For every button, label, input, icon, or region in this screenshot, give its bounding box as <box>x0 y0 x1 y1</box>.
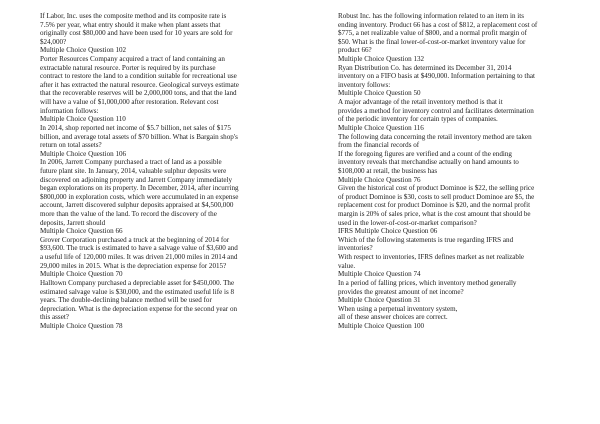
text-line: Multiple Choice Question 78 <box>40 321 123 330</box>
text-line: depreciation. What is the depreciation expense for the second year on <box>40 304 238 313</box>
text-line: inventory reveals that merchandise actually on hand amounts to <box>338 158 519 167</box>
text-line: Multiple Choice Question 110 <box>40 115 126 124</box>
text-line: ending inventory. Product 66 has a cost of $812, a replacement cost of <box>338 20 538 29</box>
text-line: Multiple Choice Question 31 <box>338 296 421 305</box>
text-line: 7.5% per year, what entry should it make when plant assets that <box>40 20 221 29</box>
text-line: The following data concerning the retail inventory method are taken <box>338 132 532 141</box>
text-line: $24,000? <box>40 37 67 46</box>
text-line: that the recoverable reserves will be 2,000,000 tons, and that the land <box>40 89 237 98</box>
text-line: Multiple Choice Question 50 <box>338 89 421 98</box>
text-line: more than the value of the land. To record the discovery of the <box>40 210 217 219</box>
text-line: provides the greatest amount of net income? <box>338 287 464 296</box>
text-line: $775, a net realizable value of $800, and a normal profit margin of <box>338 29 527 38</box>
text-line: Porter Resources Company acquired a tract of land containing an <box>40 55 225 64</box>
text-line: inventory follows: <box>338 80 391 89</box>
text-line: In a period of falling prices, which inventory method generally <box>338 278 517 287</box>
text-line: of the periodic inventory for certain types of companies. <box>338 115 498 124</box>
text-line: Multiple Choice Question 66 <box>40 227 123 236</box>
text-line: years. The double-declining balance method will be used for <box>40 296 212 305</box>
text-line: discovered on adjoining property and Jarrett Company immediately <box>40 175 233 184</box>
text-line: Multiple Choice Question 70 <box>40 270 123 279</box>
text-line: $93,600. The truck is estimated to have a salvage value of $3,600 and <box>40 244 238 253</box>
text-line: A major advantage of the retail inventory method is that it <box>338 98 503 107</box>
text-line: inventories? <box>338 244 373 253</box>
text-line: In 2006, Jarrett Company purchased a tract of land as a possible <box>40 158 222 167</box>
text-line: $108,000 at retail, the business has <box>338 166 438 175</box>
text-line: If Labor, Inc. uses the composite method and its composite rate is <box>40 12 227 20</box>
text-line: Multiple Choice Question 74 <box>338 270 421 279</box>
text-line: information follows: <box>40 106 99 115</box>
text-line: this asset? <box>40 313 69 322</box>
left-text-column <box>40 12 300 331</box>
text-line: product 66? <box>338 46 372 55</box>
text-line: estimated salvage value is $30,000, and the estimated useful life is 8 <box>40 287 235 296</box>
text-line: value. <box>338 261 356 270</box>
text-line: Robust Inc. has the following information related to an item in its <box>338 12 524 20</box>
text-line: Which of the following statements is true regarding IFRS and <box>338 235 514 244</box>
text-line: replacement cost for product Dominoe is $20, and the normal profit <box>338 201 531 210</box>
text-line: of product Dominoe is $30, costs to sell product Dominoe are $5, the <box>338 192 535 201</box>
text-line: a useful life of 120,000 miles. It was driven 21,000 miles in 2014 and <box>40 253 238 262</box>
text-line: Grover Corporation purchased a truck at the beginning of 2014 for <box>40 235 230 244</box>
text-line: Multiple Choice Question 132 <box>338 55 425 64</box>
text-line: extractable natural resource. Porter is required by its purchase <box>40 63 216 72</box>
text-line: originally cost $80,000 and have been used for 10 years are sold for <box>40 29 233 38</box>
text-line: In 2014, shop reported net income of $5.7 billion, net sales of $175 <box>40 123 231 132</box>
text-line: When using a perpetual inventory system, <box>338 304 458 313</box>
text-line: If the foregoing figures are verified and a count of the ending <box>338 149 512 158</box>
text-line: account, Jarrett discovered sulphur deposits appraised at $4,500,000 <box>40 201 234 210</box>
text-line: 29,000 miles in 2015. What is the depreciation expense for 2015? <box>40 261 227 270</box>
text-line: provides a method for inventory control and facilitates determination <box>338 106 534 115</box>
text-line: Multiple Choice Question 102 <box>40 46 127 55</box>
text-line: began explorations on its property. In December, 2014, after incurring <box>40 184 239 193</box>
text-line: future plant site. In January, 2014, valuable sulphur deposits were <box>40 166 227 175</box>
text-line: deposits, Jarrett should <box>40 218 106 227</box>
text-line: will have a value of $1,000,000 after restoration. Relevant cost <box>40 98 219 107</box>
right-text-column <box>338 12 600 331</box>
text-line: return on total assets? <box>40 141 102 150</box>
text-line: used in the lower-of-cost-or-market comparison? <box>338 218 477 227</box>
text-line: after it has extracted the natural resource. Geological surveys estimate <box>40 80 239 89</box>
text-line: all of these answer choices are correct. <box>338 313 448 322</box>
text-line: Multiple Choice Question 106 <box>40 149 127 158</box>
text-line: Halltown Company purchased a depreciable asset for $450,000. The <box>40 278 235 287</box>
text-line: $800,000 in exploration costs, which were accumulated in an expense <box>40 192 239 201</box>
text-line: contract to restore the land to a condition suitable for recreational use <box>40 72 237 81</box>
text-line: inventory on a FIFO basis at $490,000. Information pertaining to that <box>338 72 536 81</box>
text-line: Multiple Choice Question 116 <box>338 123 424 132</box>
text-line: Given the historical cost of product Dominoe is $22, the selling price <box>338 184 535 193</box>
text-line: IFRS Multiple Choice Question 06 <box>338 227 438 236</box>
text-line: margin is 20% of sales price, what is the cost amount that should be <box>338 210 531 219</box>
text-line: from the financial records of <box>338 141 420 150</box>
text-line: $50. What is the final lower-of-cost-or-market inventory value for <box>338 37 526 46</box>
text-line: Multiple Choice Question 100 <box>338 321 425 330</box>
text-line: billion, and average total assets of $70 billion. What is Bargain shop's <box>40 132 238 141</box>
text-line: Ryan Distribution Co. has determined its December 31, 2014 <box>338 63 512 72</box>
text-line: With respect to inventories, IFRS defines market as net realizable <box>338 253 525 262</box>
text-line: Multiple Choice Question 76 <box>338 175 421 184</box>
